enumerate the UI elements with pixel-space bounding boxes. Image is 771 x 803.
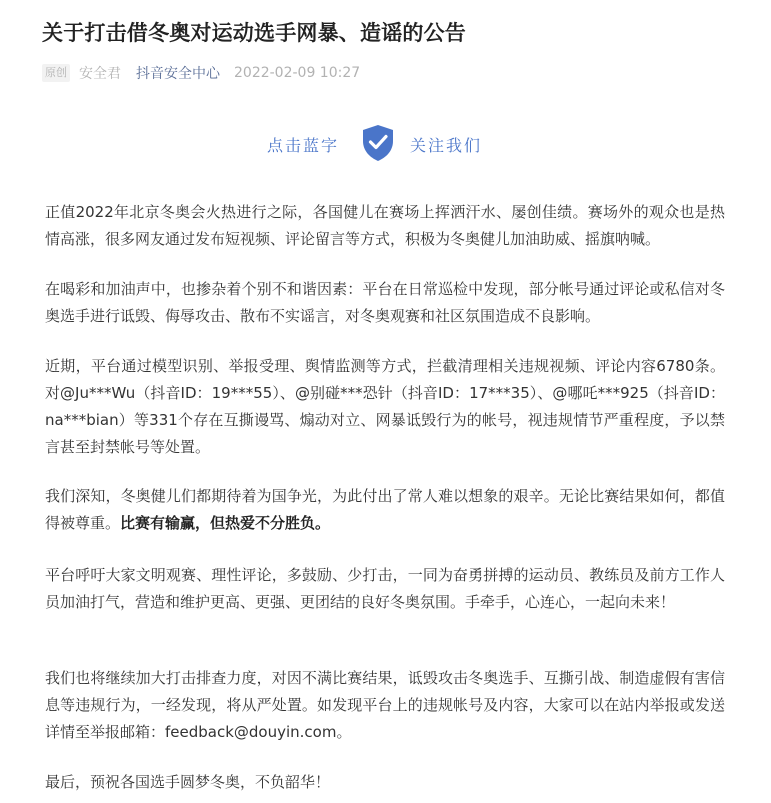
original-badge: 原创 xyxy=(42,64,70,82)
article-title: 关于打击借冬奥对运动选手网暴、造谣的公告 xyxy=(42,21,466,45)
paragraph-enforcement: 我们也将继续加大打击排查力度，对因不满比赛结果，诋毁攻击冬奥选手、互撕引战、制造虚假有害信息等违规行为，一经发现，将从严处置。如发现平台上的违规帐号及内容，大家可以在站内举报或发送详情至举报邮箱：feedback@douyin.com。 xyxy=(45,669,725,741)
account-link[interactable]: 抖音安全中心 xyxy=(136,66,220,82)
follow-us-text: 关注我们 xyxy=(410,136,483,155)
article-meta xyxy=(42,62,360,84)
paragraph-intro: 正值2022年北京冬奥会火热进行之际，各国健儿在赛场上挥洒汗水、屡创佳绩。赛场外的观众也是热情高涨，很多网友通过发布短视频、评论留言等方式，积极为冬奥健儿加油助威、摇旗呐喊。 xyxy=(45,203,725,248)
follow-prompt-text: 点击蓝字 xyxy=(267,136,340,155)
author-name: 安全君 xyxy=(79,66,121,82)
follow-banner[interactable] xyxy=(0,124,771,164)
paragraph-issue: 在喝彩和加油声中，也掺杂着个别不和谐因素：平台在日常巡检中发现，部分帐号通过评论或私信对冬奥选手进行诋毁、侮辱攻击、散布不实谣言，对冬奥观赛和社区氛围造成不良影响。 xyxy=(45,280,725,325)
paragraph-actions: 近期，平台通过模型识别、举报受理、舆情监测等方式，拦截清理相关违规视频、评论内容6780条。对@Ju***Wu（抖音ID：19***55）、@别碰***恐针（抖音ID：17***35）、@哪吒***925（抖音ID：na***bian）等331个存在互撕谩骂、煽动对立、网暴诋毁行为的帐号，视违规情节严重程度，予以禁言甚至封禁帐号等处置。 xyxy=(45,357,725,456)
shield-check-icon xyxy=(361,124,395,162)
paragraph-respect xyxy=(45,483,725,537)
paragraph-respect-text: 我们深知，冬奥健儿们都期待着为国争光，为此付出了常人难以想象的艰辛。无论比赛结果如何，都值得被尊重。 xyxy=(45,487,725,532)
paragraph-closing: 最后，预祝各国选手圆梦冬奥，不负韶华！ xyxy=(45,773,331,791)
publish-date: 2022-02-09 10:27 xyxy=(234,65,361,81)
paragraph-appeal: 平台呼吁大家文明观赛、理性评论，多鼓励、少打击，一同为奋勇拼搏的运动员、教练员及前方工作人员加油打气，营造和维护更高、更强、更团结的良好冬奥氛围。手牵手，心连心，一起向未来！ xyxy=(45,566,725,611)
paragraph-respect-emphasis: 比赛有输赢，但热爱不分胜负。 xyxy=(120,514,331,532)
